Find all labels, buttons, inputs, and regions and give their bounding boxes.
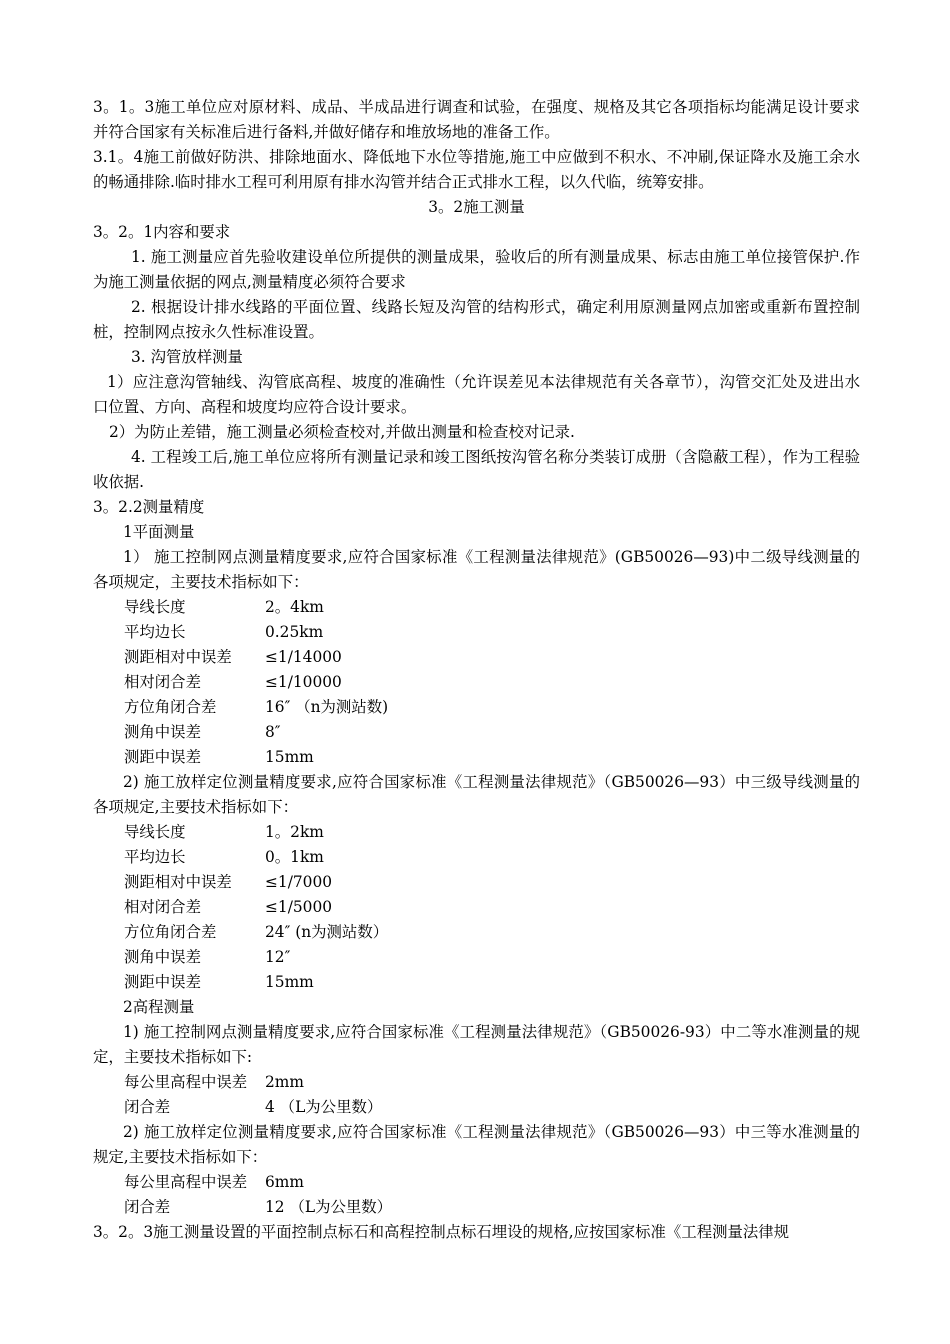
spec-value: ≤1/14000 xyxy=(265,648,342,666)
spec-row xyxy=(93,695,860,720)
spec-key: 导线长度 xyxy=(124,598,186,616)
spec-row xyxy=(93,595,860,620)
spec-value: 12″ xyxy=(265,948,291,966)
spec-key: 测距相对中误差 xyxy=(124,648,232,666)
spec-key: 闭合差 xyxy=(124,1098,171,1116)
paragraph-3-1-4: 3.1。4施工前做好防洪、排除地面水、降低地下水位等措施,施工中应做到不积水、不冲刷,保证降水及施工余水的畅通排除.临时排水工程可利用原有排水沟管并结合正式排水工程，以久代临，统筹安排。 xyxy=(93,148,860,191)
spec-value: 2mm xyxy=(265,1073,304,1091)
spec-value: 16″ （n为测站数) xyxy=(265,698,389,716)
heading-3-2-1: 3。2。1内容和要求 xyxy=(93,223,231,241)
spec-value: 15mm xyxy=(265,973,314,991)
spec-value: 12 （L为公里数） xyxy=(265,1198,393,1216)
spec-row xyxy=(93,745,860,770)
height-2-specs xyxy=(93,1170,860,1220)
item-1: 1. 施工测量应首先验收建设单位所提供的测量成果，验收后的所有测量成果、标志由施工单位接管保护.作为施工测量依据的网点,测量精度必须符合要求 xyxy=(93,248,860,291)
spec-value: ≤1/10000 xyxy=(265,673,342,691)
spec-row xyxy=(93,895,860,920)
spec-row xyxy=(93,620,860,645)
item-3-1: 1）应注意沟管轴线、沟管底高程、坡度的准确性（允许误差见本法律规范有关各章节），沟管交汇处及进出水口位置、方向、高程和坡度均应符合设计要求。 xyxy=(93,373,860,416)
section-title: 3。2施工测量 xyxy=(428,198,525,216)
spec-key: 测距中误差 xyxy=(124,748,201,766)
spec-key: 每公里高程中误差 xyxy=(124,1173,248,1191)
spec-key: 平均边长 xyxy=(124,623,186,641)
spec-key: 方位角闭合差 xyxy=(124,923,217,941)
spec-value: ≤1/7000 xyxy=(265,873,333,891)
spec-value: 15mm xyxy=(265,748,314,766)
item-2: 2. 根据设计排水线路的平面位置、线路长短及沟管的结构形式，确定利用原测量网点加密或重新布置控制桩，控制网点按永久性标准设置。 xyxy=(93,298,860,341)
spec-row xyxy=(93,1070,860,1095)
spec-row xyxy=(93,720,860,745)
spec-row xyxy=(93,670,860,695)
plane-requirement-1: 1） 施工控制网点测量精度要求,应符合国家标准《工程测量法律规范》(GB50026—93)中二级导线测量的各项规定，主要技术指标如下： xyxy=(93,548,861,591)
spec-value: 6mm xyxy=(265,1173,304,1191)
spec-value: 8″ xyxy=(265,723,281,741)
spec-key: 相对闭合差 xyxy=(124,898,201,916)
spec-key: 相对闭合差 xyxy=(124,673,201,691)
spec-row xyxy=(93,1095,860,1120)
spec-row xyxy=(93,870,860,895)
item-4: 4. 工程竣工后,施工单位应将所有测量记录和竣工图纸按沟管名称分类装订成册（含隐蔽工程），作为工程验收依据. xyxy=(93,448,860,491)
spec-row xyxy=(93,820,860,845)
spec-key: 测距中误差 xyxy=(124,973,201,991)
item-3-2: 2）为防止差错，施工测量必须检查校对,并做出测量和检查校对记录. xyxy=(109,423,575,441)
plane-requirement-2: 2) 施工放样定位测量精度要求,应符合国家标准《工程测量法律规范》（GB50026—93）中三级导线测量的各项规定,主要技术指标如下： xyxy=(93,773,860,816)
spec-value: 0。1km xyxy=(265,848,324,866)
spec-row xyxy=(93,970,860,995)
heading-plane-survey: 1平面测量 xyxy=(123,523,195,541)
spec-row xyxy=(93,1195,860,1220)
spec-row xyxy=(93,945,860,970)
spec-value: 2。4km xyxy=(265,598,324,616)
height-requirement-2: 2) 施工放样定位测量精度要求,应符合国家标准《工程测量法律规范》（GB50026—93）中三等水准测量的规定,主要技术指标如下： xyxy=(93,1123,860,1166)
spec-key: 测角中误差 xyxy=(124,723,201,741)
spec-value: 1。2km xyxy=(265,823,324,841)
spec-row xyxy=(93,1170,860,1195)
height-requirement-1: 1) 施工控制网点测量精度要求,应符合国家标准《工程测量法律规范》（GB50026-93）中二等水准测量的规定，主要技术指标如下: xyxy=(93,1023,860,1066)
spec-key: 闭合差 xyxy=(124,1198,171,1216)
paragraph-3-2-3: 3。2。3施工测量设置的平面控制点标石和高程控制点标石埋设的规格,应按国家标准《工程测量法律规 xyxy=(93,1223,790,1241)
spec-key: 测距相对中误差 xyxy=(124,873,232,891)
item-3: 3. 沟管放样测量 xyxy=(131,348,243,366)
plane-2-specs xyxy=(93,820,860,995)
spec-row xyxy=(93,920,860,945)
plane-1-specs xyxy=(93,595,860,770)
heading-3-2-2: 3。2.2测量精度 xyxy=(93,498,205,516)
document-page xyxy=(93,95,860,1245)
spec-value: ≤1/5000 xyxy=(265,898,333,916)
spec-row xyxy=(93,645,860,670)
spec-key: 方位角闭合差 xyxy=(124,698,217,716)
spec-row xyxy=(93,845,860,870)
spec-key: 导线长度 xyxy=(124,823,186,841)
spec-key: 测角中误差 xyxy=(124,948,201,966)
spec-value: 4 （L为公里数） xyxy=(265,1098,383,1116)
spec-key: 平均边长 xyxy=(124,848,186,866)
paragraph-3-1-3: 3。1。3施工单位应对原材料、成品、半成品进行调查和试验，在强度、规格及其它各项指标均能满足设计要求并符合国家有关标准后进行备料,并做好储存和堆放场地的准备工作。 xyxy=(93,98,860,141)
height-1-specs xyxy=(93,1070,860,1120)
heading-height-survey: 2高程测量 xyxy=(123,998,195,1016)
spec-value: 0.25km xyxy=(265,623,324,641)
spec-key: 每公里高程中误差 xyxy=(124,1073,248,1091)
spec-value: 24″ (n为测站数） xyxy=(265,923,389,941)
